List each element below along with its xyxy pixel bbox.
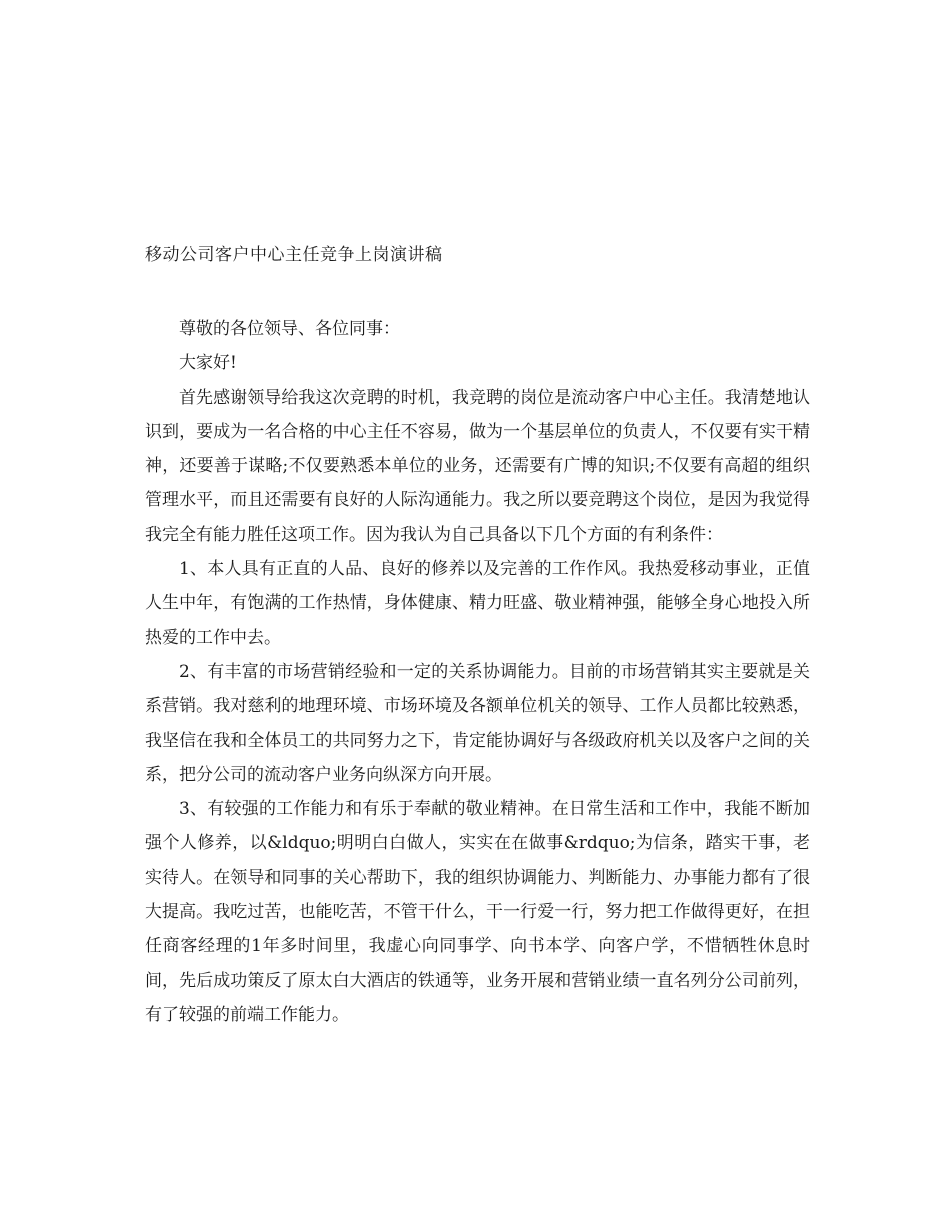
intro-paragraph: 首先感谢领导给我这次竞聘的时机，我竞聘的岗位是流动客户中心主任。我清楚地认识到，要成为一名合格的中心主任不容易，做为一个基层单位的负责人，不仅要有实干精神，还要善于谋略;不仅要熟悉本单位的业务，还需要有广博的知识;不仅要有高超的组织管理水平，而且还需要有良好的人际沟通能力。我之所以要竞聘这个岗位，是因为我觉得我完全有能力胜任这项工作。因为我认为自己具备以下几个方面的有利条件：	[145, 387, 810, 545]
point-3-paragraph: 3、有较强的工作能力和有乐于奉献的敬业精神。在日常生活和工作中，我能不断加强个人修养，以&ldquo;明明白白做人，实实在在做事&rdquo;为信条，踏实干事，老实待人。在领导和同事的关心帮助下，我的组织协调能力、判断能力、办事能力都有了很大提高。我吃过苦，也能吃苦，不管干什么，干一行爱一行，努力把工作做得更好，在担任商客经理的1年多时间里，我虚心向同事学、向书本学、向客户学，不惜牺牲休息时间，先后成功策反了原太白大酒店的铁通等，业务开展和营销业绩一直名列分公司前列，有了较强的前端工作能力。	[145, 799, 810, 1025]
document-body	[145, 312, 810, 1032]
point-1-paragraph: 1、本人具有正直的人品、良好的修养以及完善的工作作风。我热爱移动事业，正值人生中年，有饱满的工作热情，身体健康、精力旺盛、敬业精神强，能够全身心地投入所热爱的工作中去。	[145, 559, 810, 648]
point-2-paragraph: 2、有丰富的市场营销经验和一定的关系协调能力。目前的市场营销其实主要就是关系营销。我对慈利的地理环境、市场环境及各额单位机关的领导、工作人员都比较熟悉，我坚信在我和全体员工的共同努力之下，肯定能协调好与各级政府机关以及客户之间的关系，把分公司的流动客户业务向纵深方向开展。	[145, 661, 810, 785]
salutation-paragraph: 尊敬的各位领导、各位同事：	[179, 319, 400, 339]
greeting-paragraph: 大家好!	[179, 353, 237, 374]
document-title: 移动公司客户中心主任竞争上岗演讲稿	[145, 245, 443, 265]
